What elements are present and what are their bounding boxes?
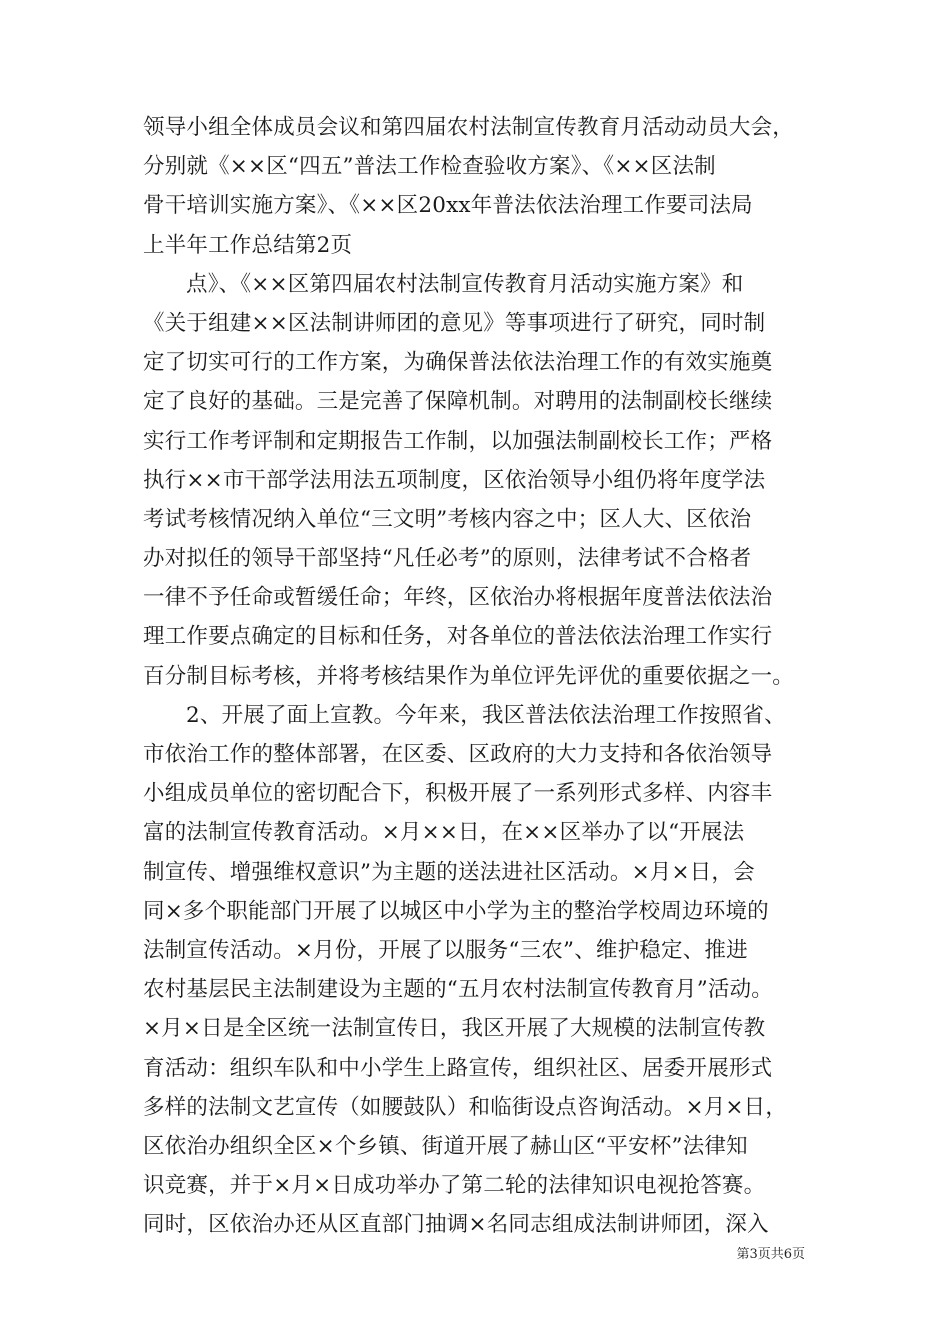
text-line: 骨干培训实施方案》、《××区20xx年普法依法治理工作要司法局 [143, 193, 753, 219]
text-line: 市依治工作的整体部署，在区委、区政府的大力支持和各依治领导 [143, 742, 773, 767]
text-line: 办对拟任的领导干部坚持“凡任必考”的原则，法律考试不合格者 [143, 546, 752, 572]
text-line: 《关于组建××区法制讲师团的意见》等事项进行了研究，同时制 [143, 310, 766, 336]
text-line: 理工作要点确定的目标和任务，对各单位的普法依法治理工作实行 [143, 624, 773, 650]
text-line: 区依治办组织全区×个乡镇、街道开展了赫山区“平安杯”法律知 [143, 1133, 748, 1159]
text-line: 识竞赛，并于×月×日成功举办了第二轮的法律知识电视抢答赛。 [143, 1173, 766, 1199]
text-line: 一律不予任命或暂缓任命；年终，区依治办将根据年度普法依法治 [143, 585, 773, 611]
text-line: 上半年工作总结第2页 [143, 232, 353, 258]
text-line: 小组成员单位的密切配合下，积极开展了一系列形式多样、内容丰 [143, 781, 773, 807]
text-line: 定了切实可行的工作方案，为确保普法依法治理工作的有效实施奠 [143, 350, 773, 376]
text-line: 百分制目标考核，并将考核结果作为单位评先评优的重要依据之一。 [143, 663, 795, 689]
text-line: 实行工作考评制和定期报告工作制，以加强法制副校长工作；严格 [143, 428, 773, 454]
text-line: 领导小组全体成员会议和第四届农村法制宣传教育月活动动员大会， [143, 115, 795, 140]
page-number: 第3页共6页 [736, 1247, 805, 1262]
text-line: 点》、《××区第四届农村法制宣传教育月活动实施方案》和 [186, 271, 744, 297]
text-line: 2、开展了面上宣教。今年来，我区普法依法治理工作按照省、 [186, 702, 786, 728]
text-line: 定了良好的基础。三是完善了保障机制。对聘用的法制副校长继续 [143, 389, 773, 415]
text-line: 考试考核情况纳入单位“三文明”考核内容之中；区人大、区依治 [143, 506, 752, 532]
text-line: 制宣传、增强维权意识”为主题的送法进社区活动。×月×日，会 [143, 859, 755, 885]
text-line: 执行××市干部学法用法五项制度，区依治领导小组仍将年度学法 [143, 467, 766, 493]
text-line: 同×多个职能部门开展了以城区中小学为主的整治学校周边环境的 [143, 898, 769, 924]
text-line: 富的法制宣传教育活动。×月××日，在××区举办了以“开展法 [143, 820, 745, 846]
text-line: ×月×日是全区统一法制宣传日，我区开展了大规模的法制宣传教 [143, 1016, 766, 1042]
text-line: 农村基层民主法制建设为主题的“五月农村法制宣传教育月”活动。 [143, 977, 773, 1003]
text-line: 法制宣传活动。×月份，开展了以服务“三农”、维护稳定、推进 [143, 937, 748, 963]
text-line: 育活动：组织车队和中小学生上路宣传，组织社区、居委开展形式 [143, 1055, 773, 1081]
body-text [143, 108, 811, 1244]
text-line: 同时，区依治办还从区直部门抽调×名同志组成法制讲师团，深入 [143, 1212, 769, 1238]
text-line: 分别就《××区“四五”普法工作检查验收方案》、《××区法制 [143, 154, 716, 180]
text-line: 多样的法制文艺宣传（如腰鼓队）和临街设点咨询活动。×月×日， [143, 1094, 788, 1120]
